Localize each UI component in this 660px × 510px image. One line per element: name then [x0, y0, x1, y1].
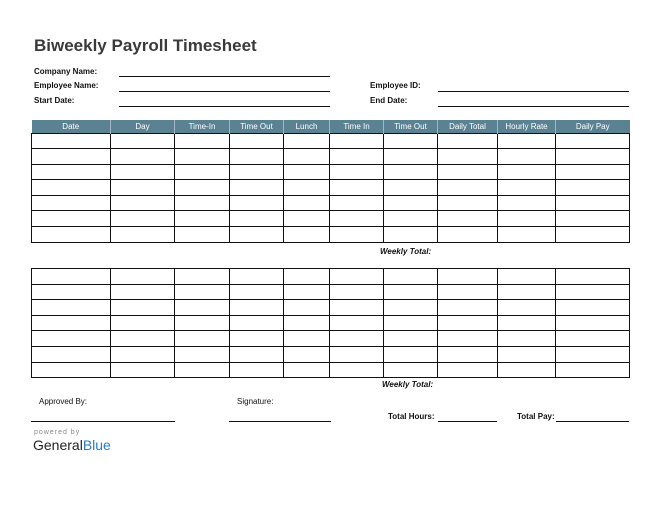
table-cell[interactable] [175, 149, 230, 165]
table-cell[interactable] [498, 180, 556, 196]
table-cell[interactable] [284, 315, 330, 331]
table-cell[interactable] [556, 284, 630, 300]
table-cell[interactable] [230, 164, 284, 180]
table-cell[interactable] [498, 331, 556, 347]
table-cell[interactable] [230, 331, 284, 347]
table-cell[interactable] [330, 331, 384, 347]
table-cell[interactable] [438, 180, 498, 196]
table-cell[interactable] [111, 133, 175, 149]
table-cell[interactable] [111, 269, 175, 285]
table-cell[interactable] [32, 315, 111, 331]
table-cell[interactable] [175, 269, 230, 285]
table-header-row [32, 120, 630, 133]
signature-label: Signature: [237, 397, 274, 406]
table-cell[interactable] [556, 362, 630, 378]
total-hours-field[interactable] [438, 421, 497, 422]
table-cell[interactable] [111, 346, 175, 362]
table-cell[interactable] [438, 195, 498, 211]
table-cell[interactable] [230, 227, 284, 243]
table-cell[interactable] [498, 300, 556, 316]
table-row [32, 164, 630, 180]
approved-by-label: Approved By: [39, 397, 88, 406]
table-cell[interactable] [438, 269, 498, 285]
table-row [32, 315, 630, 331]
table-cell[interactable] [556, 331, 630, 347]
table-cell[interactable] [230, 284, 284, 300]
col-header-time-out-2: Time Out [384, 120, 438, 133]
table-cell[interactable] [438, 133, 498, 149]
generalblue-logo [33, 437, 111, 453]
table-cell[interactable] [498, 227, 556, 243]
table-cell[interactable] [330, 180, 384, 196]
table-cell[interactable] [330, 284, 384, 300]
end-date-label: End Date: [370, 96, 408, 105]
table-cell[interactable] [175, 227, 230, 243]
table-cell[interactable] [230, 300, 284, 316]
brand-blue-text: Blue [82, 437, 111, 453]
col-header-daily-total: Daily Total [438, 120, 498, 133]
table-cell[interactable] [230, 195, 284, 211]
table-cell[interactable] [556, 164, 630, 180]
table-cell[interactable] [284, 149, 330, 165]
table-cell[interactable] [438, 346, 498, 362]
table-cell[interactable] [175, 180, 230, 196]
table-cell[interactable] [111, 315, 175, 331]
table-cell[interactable] [284, 346, 330, 362]
table-cell[interactable] [111, 362, 175, 378]
employee-id-field[interactable] [438, 91, 629, 92]
table-cell[interactable] [175, 331, 230, 347]
table-cell[interactable] [111, 180, 175, 196]
table-cell[interactable] [111, 227, 175, 243]
table-cell[interactable] [330, 164, 384, 180]
col-header-day: Day [111, 120, 175, 133]
table-row [32, 227, 630, 243]
employee-name-label: Employee Name: [34, 81, 99, 90]
table-cell[interactable] [32, 227, 111, 243]
table-cell[interactable] [384, 284, 438, 300]
table-cell[interactable] [498, 164, 556, 180]
col-header-lunch: Lunch [284, 120, 330, 133]
table-cell[interactable] [32, 346, 111, 362]
table-row [32, 346, 630, 362]
table-cell[interactable] [330, 300, 384, 316]
table-cell[interactable] [384, 149, 438, 165]
table-row [32, 133, 630, 149]
table-cell[interactable] [32, 211, 111, 227]
table-cell[interactable] [175, 133, 230, 149]
week1-table [31, 120, 630, 243]
table-cell[interactable] [32, 284, 111, 300]
week2-body [32, 269, 630, 378]
table-row [32, 284, 630, 300]
table-cell[interactable] [284, 164, 330, 180]
table-cell[interactable] [284, 133, 330, 149]
table-cell[interactable] [111, 300, 175, 316]
table-cell[interactable] [498, 346, 556, 362]
table-cell[interactable] [284, 180, 330, 196]
table-cell[interactable] [556, 300, 630, 316]
table-cell[interactable] [230, 362, 284, 378]
table-cell[interactable] [556, 227, 630, 243]
table-cell[interactable] [175, 164, 230, 180]
employee-id-label: Employee ID: [370, 81, 421, 90]
table-cell[interactable] [111, 149, 175, 165]
table-cell[interactable] [498, 315, 556, 331]
end-date-field[interactable] [438, 106, 629, 107]
table-cell[interactable] [32, 133, 111, 149]
table-cell[interactable] [175, 211, 230, 227]
table-cell[interactable] [556, 195, 630, 211]
table-cell[interactable] [384, 300, 438, 316]
company-name-field[interactable] [119, 76, 330, 77]
table-cell[interactable] [230, 211, 284, 227]
table-cell[interactable] [284, 300, 330, 316]
table-cell[interactable] [284, 284, 330, 300]
table-cell[interactable] [111, 195, 175, 211]
table-cell[interactable] [330, 211, 384, 227]
table-cell[interactable] [384, 346, 438, 362]
table-cell[interactable] [498, 195, 556, 211]
col-header-daily-pay: Daily Pay [556, 120, 630, 133]
table-cell[interactable] [498, 211, 556, 227]
table-cell[interactable] [498, 269, 556, 285]
table-cell[interactable] [230, 315, 284, 331]
total-pay-label: Total Pay: [517, 412, 555, 421]
table-cell[interactable] [556, 211, 630, 227]
col-header-hourly-rate: Hourly Rate [498, 120, 556, 133]
table-cell[interactable] [384, 269, 438, 285]
table-cell[interactable] [32, 362, 111, 378]
table-cell[interactable] [32, 180, 111, 196]
table-cell[interactable] [330, 362, 384, 378]
table-cell[interactable] [175, 284, 230, 300]
table-cell[interactable] [32, 300, 111, 316]
table-cell[interactable] [284, 269, 330, 285]
table-cell[interactable] [111, 331, 175, 347]
col-header-time-out: Time Out [230, 120, 284, 133]
table-cell[interactable] [498, 149, 556, 165]
table-cell[interactable] [32, 149, 111, 165]
table-cell[interactable] [175, 346, 230, 362]
table-cell[interactable] [230, 346, 284, 362]
table-cell[interactable] [175, 300, 230, 316]
table-cell[interactable] [384, 362, 438, 378]
week1-body [32, 133, 630, 242]
table-cell[interactable] [230, 149, 284, 165]
table-cell[interactable] [384, 227, 438, 243]
table-cell[interactable] [284, 227, 330, 243]
table-cell[interactable] [438, 362, 498, 378]
table-cell[interactable] [32, 164, 111, 180]
table-cell[interactable] [330, 133, 384, 149]
table-cell[interactable] [556, 133, 630, 149]
table-row [32, 269, 630, 285]
table-cell[interactable] [384, 164, 438, 180]
table-cell[interactable] [498, 362, 556, 378]
start-date-label: Start Date: [34, 96, 75, 105]
start-date-field[interactable] [119, 106, 330, 107]
table-cell[interactable] [111, 284, 175, 300]
table-cell[interactable] [230, 180, 284, 196]
table-cell[interactable] [111, 164, 175, 180]
table-cell[interactable] [330, 227, 384, 243]
page-title: Biweekly Payroll Timesheet [34, 36, 257, 55]
table-cell[interactable] [556, 149, 630, 165]
table-cell[interactable] [438, 149, 498, 165]
table-cell[interactable] [438, 211, 498, 227]
table-cell[interactable] [438, 331, 498, 347]
table-cell[interactable] [438, 284, 498, 300]
weekly-total-label-2: Weekly Total: [382, 380, 434, 389]
table-row [32, 300, 630, 316]
col-header-time-in-2: Time In [330, 120, 384, 133]
table-cell[interactable] [384, 195, 438, 211]
table-cell[interactable] [330, 346, 384, 362]
table-cell[interactable] [32, 269, 111, 285]
table-cell[interactable] [330, 315, 384, 331]
table-cell[interactable] [175, 195, 230, 211]
table-cell[interactable] [556, 315, 630, 331]
table-row [32, 180, 630, 196]
table-cell[interactable] [498, 133, 556, 149]
table-cell[interactable] [384, 211, 438, 227]
table-cell[interactable] [384, 331, 438, 347]
table-cell[interactable] [175, 315, 230, 331]
employee-name-field[interactable] [119, 91, 330, 92]
table-cell[interactable] [438, 164, 498, 180]
table-cell[interactable] [284, 362, 330, 378]
table-cell[interactable] [32, 195, 111, 211]
table-cell[interactable] [438, 227, 498, 243]
table-cell[interactable] [384, 133, 438, 149]
table-cell[interactable] [384, 180, 438, 196]
table-cell[interactable] [438, 315, 498, 331]
powered-by-text: powered by [34, 429, 81, 436]
table-cell[interactable] [330, 149, 384, 165]
total-pay-field[interactable] [556, 421, 629, 422]
col-header-date: Date [32, 120, 111, 133]
table-cell[interactable] [111, 211, 175, 227]
total-hours-label: Total Hours: [388, 412, 435, 421]
table-row [32, 362, 630, 378]
table-cell[interactable] [175, 362, 230, 378]
table-cell[interactable] [556, 269, 630, 285]
table-cell[interactable] [230, 269, 284, 285]
table-cell[interactable] [384, 315, 438, 331]
table-row [32, 149, 630, 165]
table-cell[interactable] [32, 331, 111, 347]
signature-field[interactable] [229, 421, 331, 422]
table-cell[interactable] [230, 133, 284, 149]
table-cell[interactable] [556, 346, 630, 362]
table-cell[interactable] [498, 284, 556, 300]
table-row [32, 195, 630, 211]
col-header-time-in: Time-In [175, 120, 230, 133]
weekly-total-label-1: Weekly Total: [380, 247, 432, 256]
table-row [32, 211, 630, 227]
company-name-label: Company Name: [34, 67, 98, 76]
table-cell[interactable] [330, 269, 384, 285]
table-cell[interactable] [284, 195, 330, 211]
brand-general-text: General [33, 437, 83, 453]
table-cell[interactable] [330, 195, 384, 211]
table-row [32, 331, 630, 347]
table-cell[interactable] [284, 211, 330, 227]
table-cell[interactable] [556, 180, 630, 196]
approved-by-field[interactable] [31, 421, 175, 422]
table-cell[interactable] [438, 300, 498, 316]
week2-table [31, 268, 630, 378]
table-cell[interactable] [284, 331, 330, 347]
